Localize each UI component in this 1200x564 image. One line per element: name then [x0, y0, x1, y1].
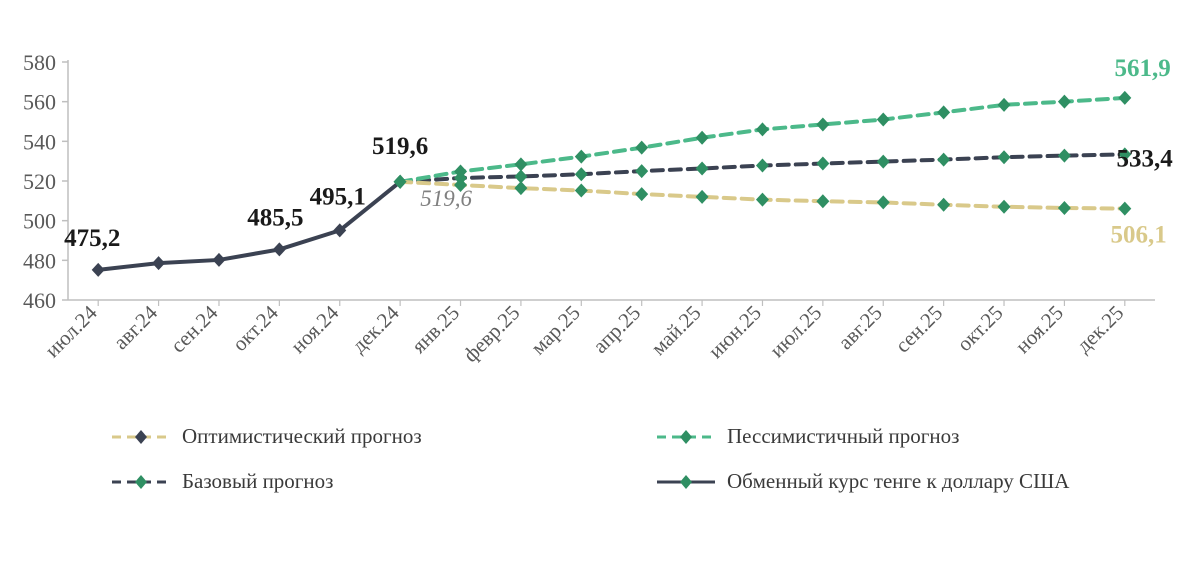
- series-marker: [1118, 91, 1131, 105]
- legend-label-base: Базовый прогноз: [182, 469, 334, 493]
- x-axis-tick-label: ноя.24: [285, 300, 344, 359]
- y-axis-tick-label: 560: [23, 89, 56, 115]
- series-marker: [696, 131, 709, 145]
- series-marker: [575, 167, 588, 181]
- legend-key-base: [110, 472, 172, 492]
- label-base-end: 533,4: [1116, 145, 1173, 173]
- x-axis-tick-label: ноя.25: [1010, 300, 1068, 359]
- series-marker: [756, 193, 769, 207]
- legend-item-pessimistic: [655, 424, 1140, 449]
- series-marker: [92, 263, 105, 277]
- legend-key-pessimistic: [655, 427, 717, 447]
- series-marker: [575, 184, 588, 198]
- series-marker: [273, 242, 286, 256]
- x-axis-tick-label: апр.25: [587, 300, 646, 358]
- series-marker: [635, 187, 648, 201]
- series-marker: [635, 141, 648, 155]
- x-axis-tick-label: дек.25: [1071, 300, 1129, 358]
- label-oct24: 485,5: [247, 204, 304, 232]
- x-axis-tick-label: окт.25: [952, 300, 1008, 356]
- x-axis-tick-label: авг.25: [833, 300, 887, 355]
- x-axis-tick-label: июл.25: [764, 300, 827, 363]
- y-axis-tick-label: 500: [23, 208, 56, 234]
- label-optimistic-end: 506,1: [1110, 221, 1167, 249]
- series-marker: [514, 157, 527, 171]
- label-jul24: 475,2: [64, 224, 121, 252]
- label-pessimistic-end: 561,9: [1114, 54, 1171, 82]
- label-dec24: 519,6: [372, 132, 429, 160]
- series-marker: [696, 190, 709, 204]
- legend-label-exchange-rate: Обменный курс тенге к доллару США: [727, 469, 1070, 493]
- series-marker: [998, 150, 1011, 164]
- series-marker: [152, 256, 165, 270]
- series-marker: [1058, 149, 1071, 163]
- legend-label-pessimistic: Пессимистичный прогноз: [727, 424, 960, 448]
- label-nov24: 495,1: [309, 183, 366, 211]
- series-marker: [635, 164, 648, 178]
- x-axis-tick-label: мар.25: [525, 300, 585, 360]
- x-axis-tick-label: июн.25: [703, 300, 767, 364]
- series-marker: [816, 194, 829, 208]
- x-axis-tick-label: сен.25: [890, 300, 948, 358]
- x-axis-tick-label: сен.24: [165, 300, 223, 358]
- series-marker: [756, 159, 769, 173]
- series-marker: [937, 198, 950, 212]
- series-marker: [1058, 201, 1071, 215]
- y-axis-tick-label: 460: [23, 288, 56, 313]
- label-dec24-italic: 519,6: [420, 185, 473, 211]
- y-axis-tick-label: 540: [23, 129, 56, 155]
- series-marker: [1118, 202, 1131, 216]
- y-axis-tick-label: 480: [23, 248, 56, 274]
- series-marker: [575, 150, 588, 164]
- x-axis-tick-label: окт.24: [227, 300, 283, 356]
- y-axis-tick-label: 580: [23, 50, 56, 75]
- x-axis-tick-label: дек.24: [346, 300, 404, 358]
- series-marker: [514, 181, 527, 195]
- legend-key-exchange-rate: [655, 472, 717, 492]
- series-marker: [877, 113, 890, 127]
- legend-item-exchange-rate: [655, 469, 1140, 494]
- series-marker: [816, 117, 829, 131]
- chart-legend: [110, 424, 1140, 494]
- x-axis-tick-label: февр.25: [458, 300, 525, 367]
- series-marker: [937, 105, 950, 119]
- series-marker: [816, 157, 829, 171]
- x-axis-tick-label: авг.24: [108, 300, 163, 355]
- x-axis-tick-label: июл.24: [40, 300, 102, 363]
- x-axis-tick-label: янв.25: [406, 300, 465, 358]
- series-marker: [877, 195, 890, 209]
- series-marker: [998, 98, 1011, 112]
- series-marker: [937, 153, 950, 167]
- x-axis-tick-label: май.25: [646, 300, 706, 360]
- series-marker: [877, 155, 890, 169]
- series-marker: [1058, 95, 1071, 109]
- legend-key-optimistic: [110, 427, 172, 447]
- legend-label-optimistic: Оптимистический прогноз: [182, 424, 422, 448]
- series-marker: [212, 253, 225, 267]
- series-marker: [998, 200, 1011, 214]
- legend-item-base: [110, 469, 655, 494]
- series-marker: [696, 162, 709, 176]
- y-axis-tick-label: 520: [23, 169, 56, 194]
- series-marker: [756, 122, 769, 136]
- legend-item-optimistic: [110, 424, 655, 449]
